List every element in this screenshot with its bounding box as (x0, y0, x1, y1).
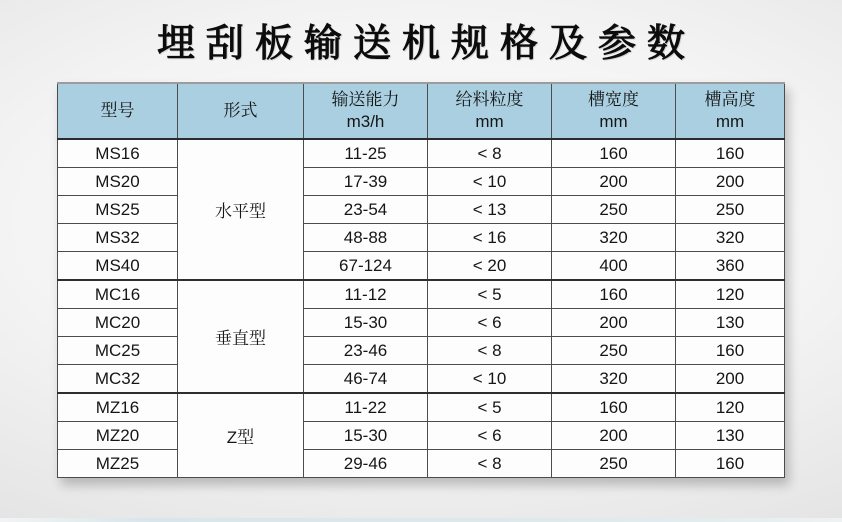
spec-table (57, 82, 785, 478)
feed-size-cell: < 8 (428, 139, 552, 168)
col-header-trough-width-label: 槽宽度 (588, 89, 639, 109)
capacity-cell: 17-39 (304, 168, 428, 196)
capacity-cell: 11-12 (304, 280, 428, 309)
trough-height-cell: 160 (676, 139, 785, 168)
model-cell: MC20 (58, 309, 178, 337)
feed-size-cell: < 13 (428, 196, 552, 224)
model-cell: MZ25 (58, 450, 178, 478)
type-cell: Z型 (178, 393, 304, 478)
model-cell: MC25 (58, 337, 178, 365)
trough-width-cell: 160 (552, 139, 676, 168)
trough-width-cell: 320 (552, 365, 676, 394)
trough-height-cell: 160 (676, 337, 785, 365)
trough-height-cell: 200 (676, 365, 785, 394)
col-header-capacity-unit: m3/h (346, 112, 385, 131)
col-header-feed-size-label: 给料粒度 (455, 89, 524, 109)
trough-height-cell: 160 (676, 450, 785, 478)
feed-size-cell: < 10 (428, 168, 552, 196)
table-row (58, 309, 785, 337)
capacity-cell: 29-46 (304, 450, 428, 478)
trough-width-cell: 200 (552, 422, 676, 450)
capacity-cell: 46-74 (304, 365, 428, 394)
feed-size-cell: < 6 (428, 422, 552, 450)
trough-height-cell: 320 (676, 224, 785, 252)
capacity-cell: 48-88 (304, 224, 428, 252)
table-row (58, 139, 785, 168)
trough-height-cell: 130 (676, 309, 785, 337)
col-header-trough-height-unit: mm (715, 112, 745, 131)
table-body (58, 139, 785, 478)
table-row (58, 422, 785, 450)
model-cell: MZ20 (58, 422, 178, 450)
model-cell: MC32 (58, 365, 178, 394)
col-header-trough-width-unit: mm (599, 112, 628, 131)
capacity-cell: 15-30 (304, 309, 428, 337)
table-row (58, 365, 785, 394)
capacity-cell: 67-124 (304, 252, 428, 281)
capacity-cell: 15-30 (304, 422, 428, 450)
feed-size-cell: < 16 (428, 224, 552, 252)
trough-width-cell: 160 (552, 280, 676, 309)
table-row (58, 224, 785, 252)
trough-width-cell: 160 (552, 393, 676, 422)
table-row (58, 252, 785, 281)
capacity-cell: 11-25 (304, 139, 428, 168)
feed-size-cell: < 10 (428, 365, 552, 394)
table-header (58, 83, 785, 139)
trough-width-cell: 400 (552, 252, 676, 281)
table-row (58, 393, 785, 422)
model-cell: MZ16 (58, 393, 178, 422)
trough-width-cell: 250 (552, 450, 676, 478)
capacity-cell: 11-22 (304, 393, 428, 422)
model-cell: MS32 (58, 224, 178, 252)
header-row (58, 83, 785, 139)
trough-height-cell: 130 (676, 422, 785, 450)
col-header-model (58, 83, 178, 139)
page-title: 埋刮板输送机规格及参数 (156, 23, 696, 65)
col-header-trough-width (552, 83, 676, 139)
col-header-feed-size-unit: mm (475, 112, 504, 131)
model-cell: MS25 (58, 196, 178, 224)
col-header-type-label: 形式 (223, 100, 258, 120)
col-header-feed-size (428, 83, 552, 139)
feed-size-cell: < 8 (428, 337, 552, 365)
trough-width-cell: 250 (552, 196, 676, 224)
table-row (58, 337, 785, 365)
trough-height-cell: 120 (676, 393, 785, 422)
type-cell: 水平型 (178, 139, 304, 280)
col-header-trough-height-label: 槽高度 (704, 89, 756, 109)
trough-height-cell: 120 (676, 280, 785, 309)
capacity-cell: 23-46 (304, 337, 428, 365)
col-header-capacity-label: 输送能力 (331, 89, 400, 109)
table-row (58, 196, 785, 224)
col-header-model-label: 型号 (100, 100, 135, 120)
table-row (58, 450, 785, 478)
trough-height-cell: 250 (676, 196, 785, 224)
table-row (58, 280, 785, 309)
feed-size-cell: < 5 (428, 280, 552, 309)
trough-height-cell: 360 (676, 252, 785, 281)
feed-size-cell: < 5 (428, 393, 552, 422)
model-cell: MS40 (58, 252, 178, 281)
model-cell: MC16 (58, 280, 178, 309)
capacity-cell: 23-54 (304, 196, 428, 224)
trough-height-cell: 200 (676, 168, 785, 196)
feed-size-cell: < 20 (428, 252, 552, 281)
model-cell: MS16 (58, 139, 178, 168)
bottom-accent-bar (0, 518, 842, 522)
col-header-trough-height (676, 83, 785, 139)
trough-width-cell: 320 (552, 224, 676, 252)
feed-size-cell: < 8 (428, 450, 552, 478)
table-row (58, 168, 785, 196)
type-cell: 垂直型 (178, 280, 304, 393)
col-header-type (178, 83, 304, 139)
trough-width-cell: 250 (552, 337, 676, 365)
col-header-capacity (304, 83, 428, 139)
feed-size-cell: < 6 (428, 309, 552, 337)
trough-width-cell: 200 (552, 168, 676, 196)
trough-width-cell: 200 (552, 309, 676, 337)
model-cell: MS20 (58, 168, 178, 196)
